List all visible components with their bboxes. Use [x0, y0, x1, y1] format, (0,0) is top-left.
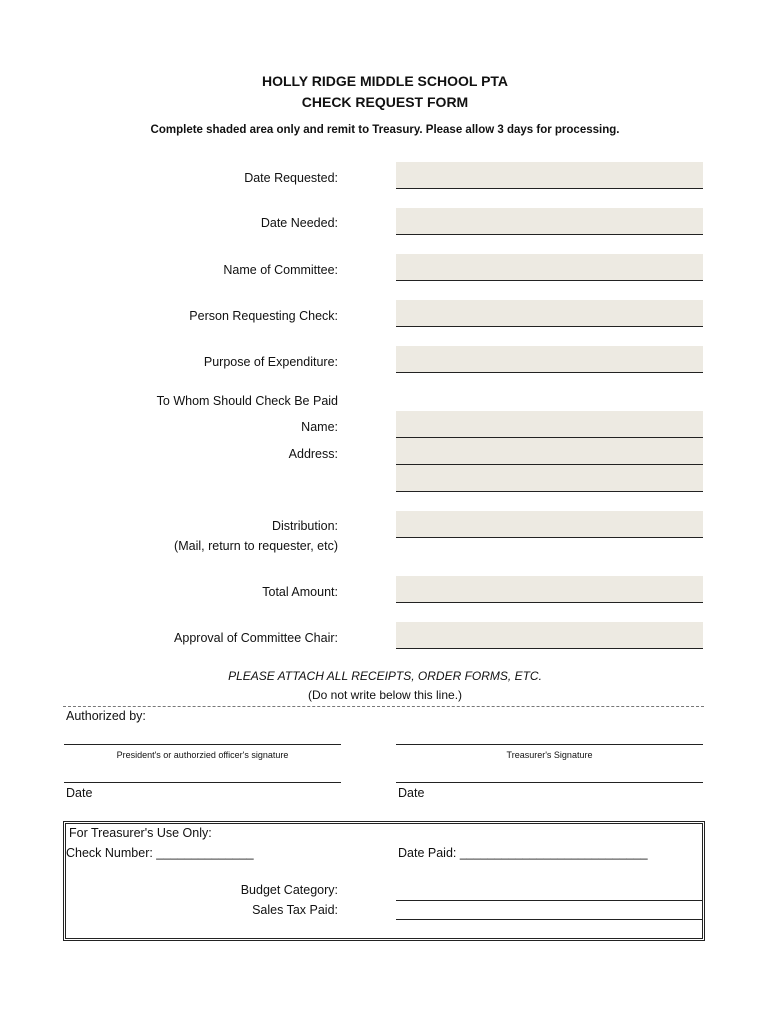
authorized-by-label: Authorized by:: [66, 709, 146, 723]
payee-address-field-1[interactable]: [396, 438, 703, 465]
date-label-left: Date: [66, 786, 93, 800]
date-paid-field[interactable]: Date Paid: ___________________________: [398, 846, 648, 860]
payee-name-field[interactable]: [396, 411, 703, 438]
payee-address-field-2[interactable]: [396, 465, 703, 492]
date-requested-label: Date Requested:: [244, 171, 338, 185]
president-signature-caption: President's or authorzied officer's signature: [116, 750, 289, 760]
committee-label: Name of Committee:: [223, 263, 338, 277]
total-amount-label: Total Amount:: [262, 585, 338, 599]
person-requesting-label: Person Requesting Check:: [189, 309, 338, 323]
payee-heading: To Whom Should Check Be Paid: [156, 394, 338, 408]
payee-name-label: Name:: [301, 420, 338, 434]
distribution-note: (Mail, return to requester, etc): [174, 539, 338, 553]
approval-label: Approval of Committee Chair:: [174, 631, 338, 645]
payee-address-label: Address:: [288, 447, 338, 461]
date-line-right[interactable]: [396, 782, 703, 783]
date-requested-field[interactable]: [396, 162, 703, 189]
budget-category-label: Budget Category:: [240, 883, 338, 897]
distribution-label: Distribution:: [272, 519, 338, 533]
sales-tax-line[interactable]: [396, 919, 703, 920]
cutoff-divider: [63, 706, 704, 707]
form-title-school: HOLLY RIDGE MIDDLE SCHOOL PTA: [261, 73, 509, 89]
committee-field[interactable]: [396, 254, 703, 281]
total-amount-field[interactable]: [396, 576, 703, 603]
distribution-field[interactable]: [396, 511, 703, 538]
purpose-label: Purpose of Expenditure:: [203, 355, 338, 369]
do-not-write-note: (Do not write below this line.): [307, 688, 463, 702]
form-title: CHECK REQUEST FORM: [301, 94, 469, 110]
purpose-field[interactable]: [396, 346, 703, 373]
treasurer-signature-caption: Treasurer's Signature: [506, 750, 593, 760]
treasurer-use-heading: For Treasurer's Use Only:: [69, 826, 212, 840]
budget-category-line[interactable]: [396, 900, 703, 901]
date-label-right: Date: [398, 786, 425, 800]
person-requesting-field[interactable]: [396, 300, 703, 327]
president-signature-line[interactable]: [64, 744, 341, 745]
date-line-left[interactable]: [64, 782, 341, 783]
instructions: Complete shaded area only and remit to Treasury. Please allow 3 days for processing.: [150, 124, 620, 136]
date-needed-label: Date Needed:: [260, 216, 338, 230]
date-needed-field[interactable]: [396, 208, 703, 235]
check-number-field[interactable]: Check Number: ______________: [66, 846, 254, 860]
sales-tax-label: Sales Tax Paid:: [252, 903, 338, 917]
attach-receipts-note: PLEASE ATTACH ALL RECEIPTS, ORDER FORMS, ETC.: [228, 669, 542, 683]
treasurer-signature-line[interactable]: [396, 744, 703, 745]
approval-field[interactable]: [396, 622, 703, 649]
